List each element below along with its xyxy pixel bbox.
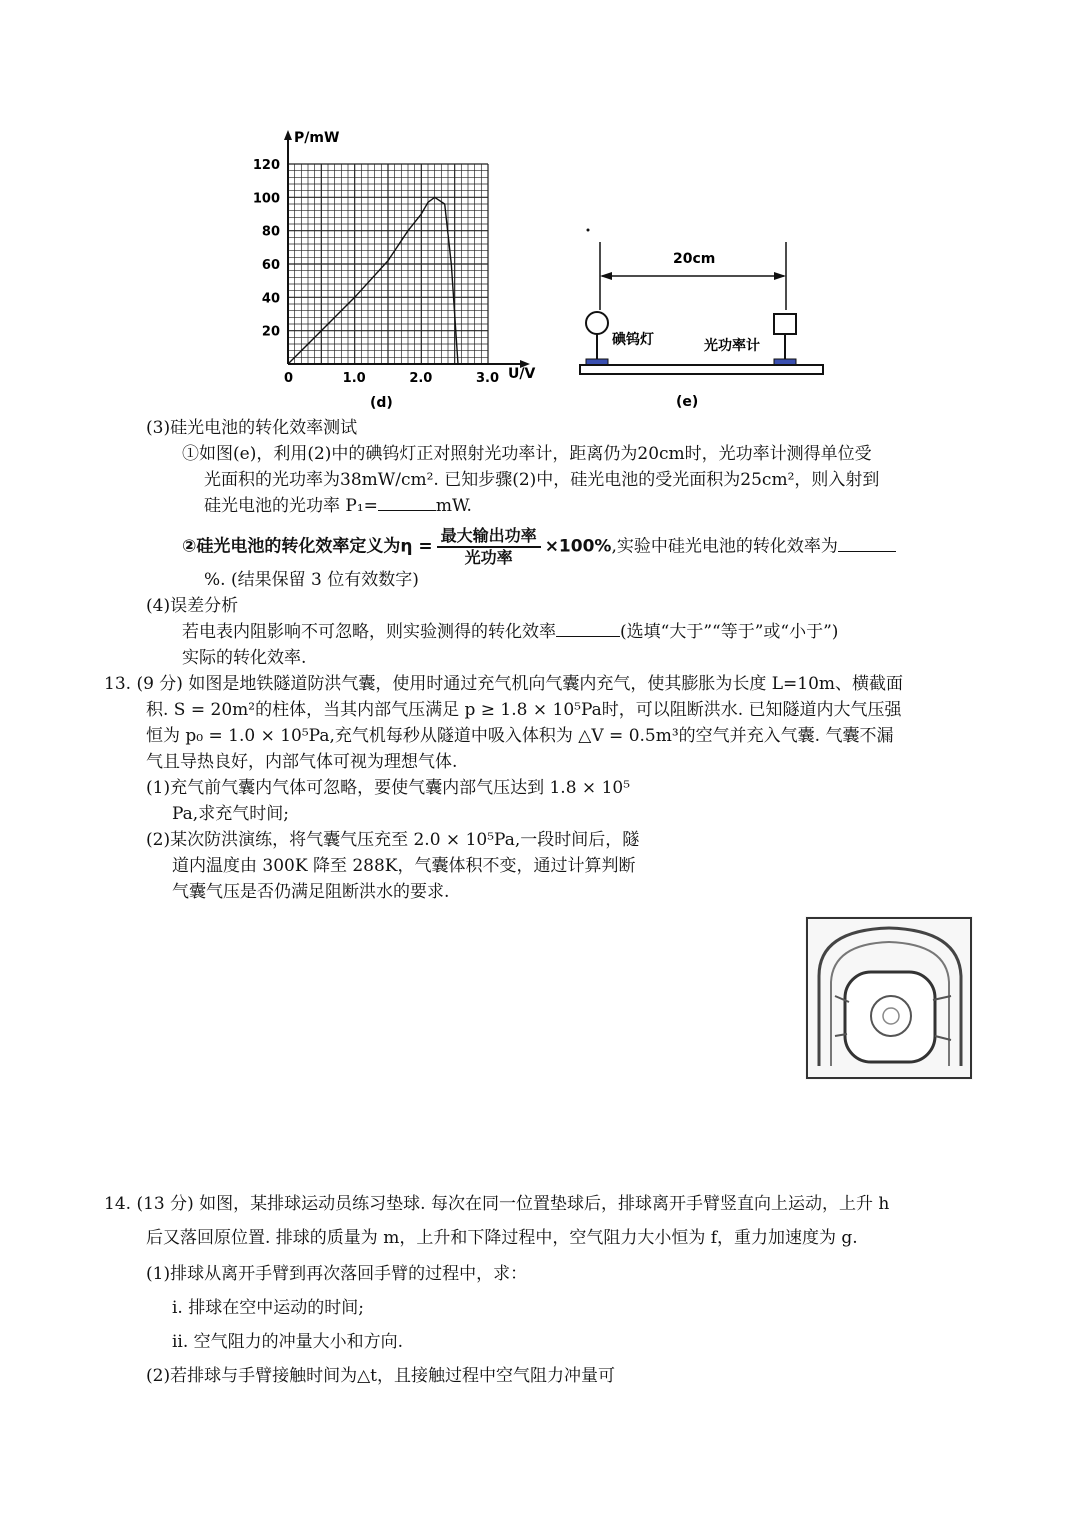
y-tick-label: 40 [261, 291, 280, 307]
q12-p4-line1 [182, 620, 838, 644]
q14-part1-ii: ii. 空气阻力的冲量大小和方向. [172, 1332, 404, 1352]
lamp-label: 碘钨灯 [612, 332, 654, 348]
q12-p1-label: 硅光电池的光功率 P₁= [204, 496, 378, 516]
q13-line4: 气且导热良好，内部气体可视为理想气体. [146, 752, 458, 772]
answer-blank-efficiency[interactable] [838, 535, 896, 552]
power-curve [288, 197, 458, 364]
y-tick-label: 100 [252, 191, 280, 207]
q14-part2: (2)若排球与手臂接触时间为△t，且接触过程中空气阻力冲量可 [146, 1366, 615, 1386]
q12-p4-options: (选填“大于”“等于”或“小于”) [620, 622, 839, 642]
lamp-bulb [586, 312, 608, 334]
q12-part3-title: (3)硅光电池的转化效率测试 [146, 418, 358, 438]
q12-p1-unit: mW. [435, 496, 472, 516]
q14-part1-i: i. 排球在空中运动的时间; [172, 1298, 364, 1318]
figure-e-diagram [570, 220, 840, 420]
q12-p3-1-line2: 光面积的光功率为38mW/cm². 已知步骤(2)中，硅光电池的受光面积为25cm²，则入射到 [204, 470, 880, 490]
answer-blank-comparison[interactable] [556, 620, 620, 637]
q14-part1: (1)排球从离开手臂到再次落回手臂的过程中，求： [146, 1264, 528, 1284]
q13-line2: 积. S = 20m²的柱体，当其内部气压满足 p ≥ 1.8 × 10⁵Pa时，可以阻断洪水. 已知隧道内大气压强 [146, 700, 902, 720]
meter-box [774, 314, 796, 334]
q13-part2-line2: 道内温度由 300K 降至 288K，气囊体积不变，通过计算判断 [172, 856, 636, 876]
x-tick-label: 0 [284, 371, 294, 386]
panel-label-e: (e) [676, 394, 699, 410]
y-tick-label: 60 [261, 258, 280, 273]
tunnel-airbag-photo [805, 916, 973, 1080]
x-tick-label: 1.0 [342, 371, 366, 386]
times-100-percent: ×100% [544, 536, 612, 557]
q14-line1: 14. (13 分) 如图，某排球运动员练习垫球. 每次在同一位置垫球后，排球离开手臂竖直向上运动，上升 h [104, 1194, 890, 1214]
fraction-numerator: 最大输出功率 [437, 526, 541, 548]
q12-p3-2-line1 [182, 526, 896, 568]
q12-part4-title: (4)误差分析 [146, 596, 239, 616]
dot-mark [587, 229, 590, 232]
answer-blank-p1[interactable] [378, 494, 436, 511]
y-tick-label: 20 [261, 324, 280, 340]
q13-part1-line1: (1)充气前气囊内气体可忽略，要使气囊内部气压达到 1.8 × 10⁵ [146, 778, 631, 798]
optical-bench [580, 365, 823, 374]
x-tick-label: 2.0 [409, 371, 433, 386]
figure-d-chart [240, 120, 560, 420]
efficiency-fraction [437, 526, 541, 568]
fraction-denominator: 光功率 [464, 548, 513, 567]
y-tick-label: 120 [252, 158, 280, 173]
y-tick-label: 80 [261, 224, 280, 240]
distance-label: 20cm [673, 251, 716, 267]
q13-part2-line1: (2)某次防洪演练，将气囊气压充至 2.0 × 10⁵Pa,一段时间后，隧 [146, 830, 640, 850]
q12-efficiency-question: ,实验中硅光电池的转化效率为 [611, 536, 838, 557]
q13-line3: 恒为 p₀ = 1.0 × 10⁵Pa,充气机每秒从隧道中吸入体积为 △V = 0.5m³的空气并充入气囊. 气囊不漏 [146, 726, 894, 746]
q12-p4-line2: 实际的转化效率. [182, 648, 307, 668]
q12-p4-text: 若电表内阻影响不可忽略，则实验测得的转化效率 [182, 622, 556, 642]
x-tick-label: 3.0 [476, 371, 500, 386]
q13-line1: 13. (9 分) 如图是地铁隧道防洪气囊，使用时通过充气机向气囊内充气，使其膨胀为长度 L=10m、横截面 [104, 674, 904, 694]
panel-label-d: (d) [370, 395, 393, 411]
q13-part2-line3: 气囊气压是否仍满足阻断洪水的要求. [172, 882, 450, 902]
q12-p3-2-line2: %. (结果保留 3 位有效数字) [204, 570, 419, 590]
q12-p3-1-line1: ①如图(e)，利用(2)中的碘钨灯正对照射光功率计，距离仍为20cm时，光功率计测得单位受 [182, 444, 872, 464]
q14-line2: 后又落回原位置. 排球的质量为 m，上升和下降过程中，空气阻力大小恒为 f，重力加速度为 g. [146, 1228, 858, 1248]
efficiency-definition: ②硅光电池的转化效率定义为η = [182, 536, 433, 557]
q13-part1-line2: Pa,求充气时间; [172, 804, 289, 824]
x-axis-label: U/V [508, 366, 536, 382]
q12-p3-1-line3 [204, 494, 472, 518]
meter-label: 光功率计 [704, 338, 760, 354]
y-axis-label: P/mW [294, 130, 340, 146]
